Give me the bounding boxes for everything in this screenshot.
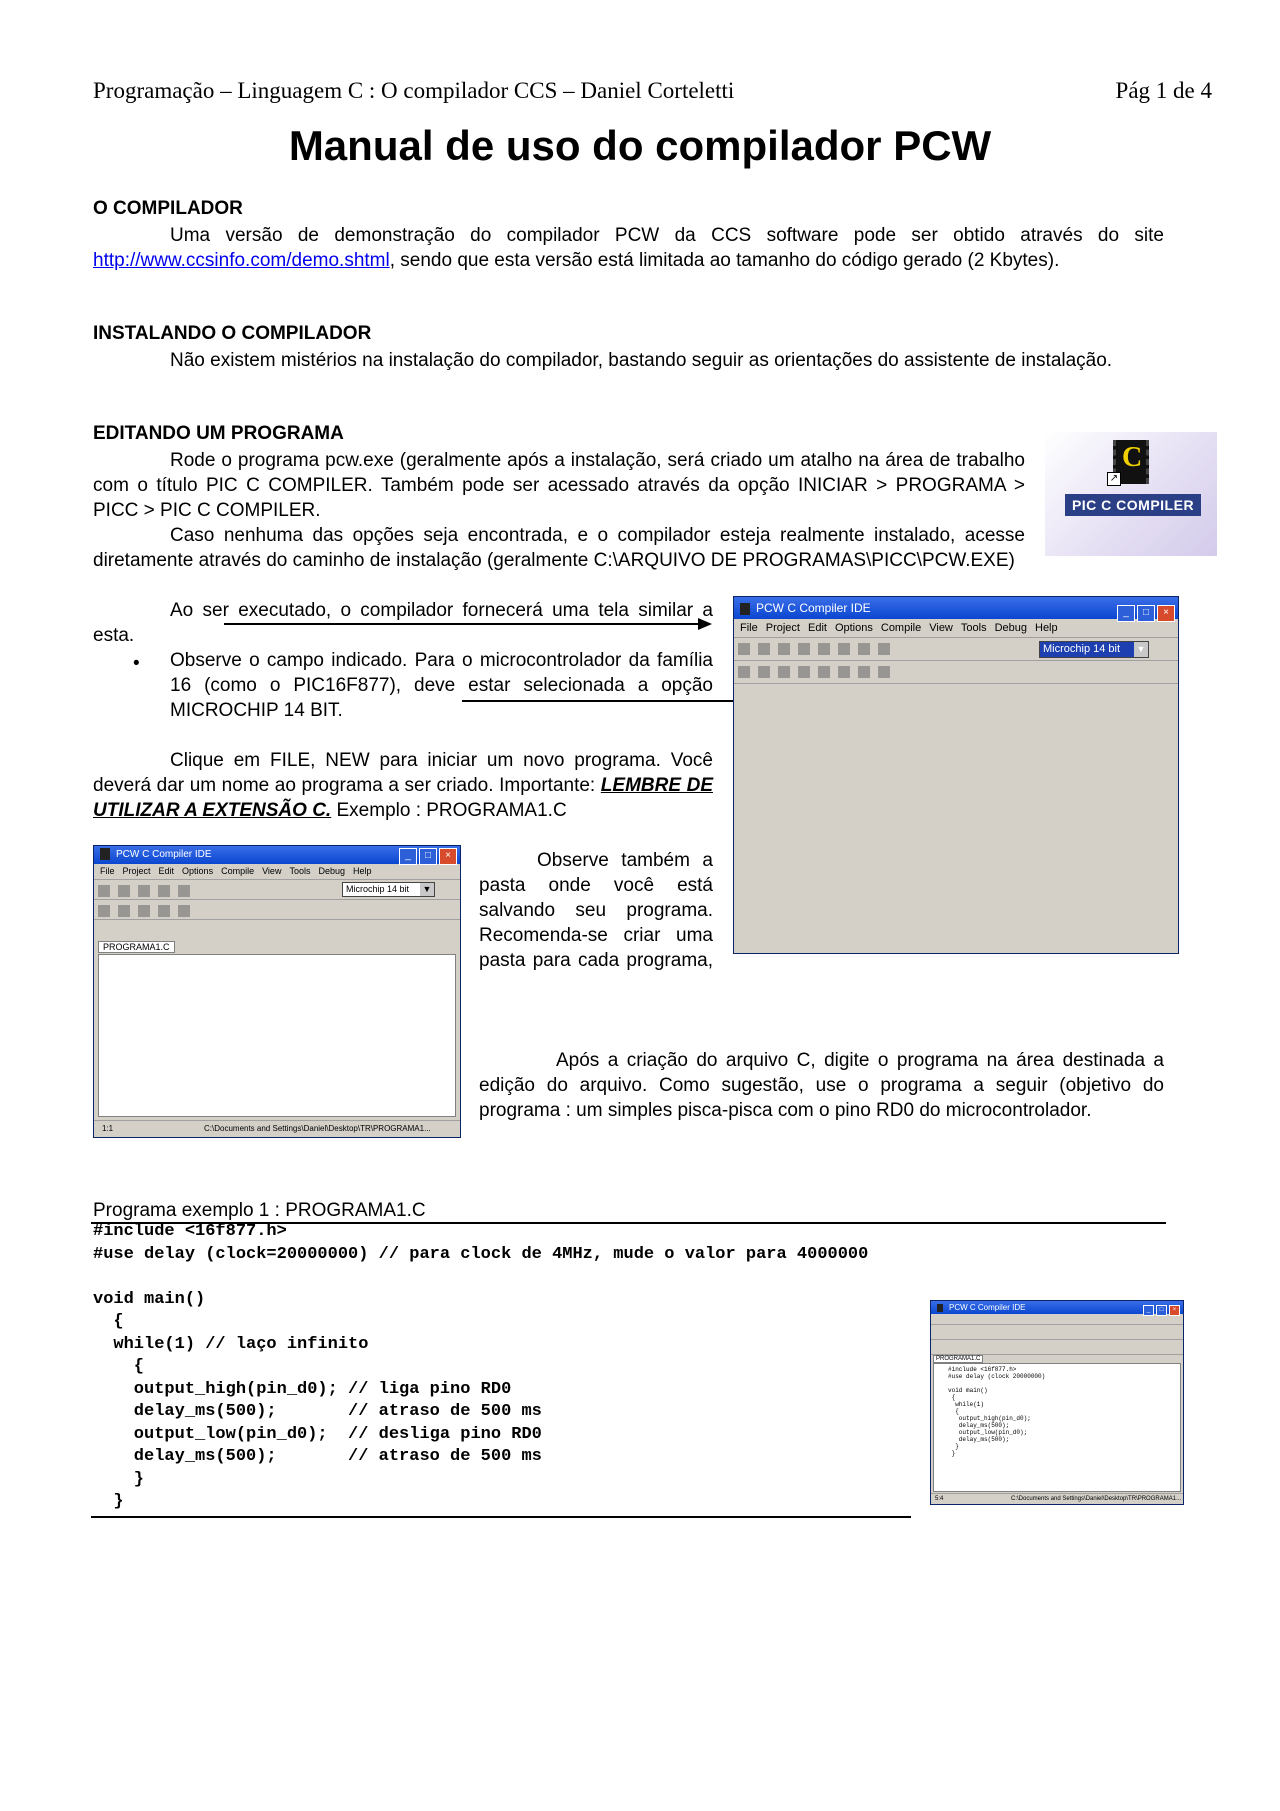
- menu-compile: Compile: [880, 622, 922, 634]
- app-icon: [937, 1304, 943, 1312]
- window-titlebar: [931, 1301, 1183, 1314]
- redo-icon: [118, 905, 130, 917]
- debug-icon: [858, 643, 870, 655]
- toolbar-row-2: [94, 900, 460, 920]
- toolbar-row-2: [734, 661, 1178, 684]
- bullet-text: Observe o campo indicado. Para o microcontrolador da família 16 (como o PIC16F877), deve estar selecionada a opção MICROCHIP 14 BIT.: [170, 650, 713, 721]
- stop-icon: [858, 666, 870, 678]
- pcw-ide-window-screenshot: [733, 596, 1179, 954]
- editor-area: [98, 954, 456, 1117]
- find-icon: [138, 905, 150, 917]
- device-select-value: Microchip 14 bit: [1043, 643, 1121, 655]
- file-tab: PROGRAMA1.C: [933, 1355, 983, 1363]
- status-path: C:\Documents and Settings\Daniel\Desktop\TR\PROGRAMA1...: [1011, 1496, 1182, 1502]
- device-select: [342, 882, 435, 897]
- save-icon: [778, 643, 790, 655]
- menu-edit: Edit: [158, 866, 175, 876]
- print-icon: [838, 643, 850, 655]
- status-position: 5:4: [935, 1496, 944, 1502]
- find-icon: [818, 666, 830, 678]
- undo-icon: [738, 666, 750, 678]
- help-icon: [878, 666, 890, 678]
- window-title: PCW C Compiler IDE: [116, 849, 212, 860]
- window-title: PCW C Compiler IDE: [756, 601, 871, 615]
- code-bottom-rule: [91, 1516, 911, 1518]
- document-title: Manual de uso do compilador PCW: [288, 122, 992, 169]
- window-titlebar: [94, 846, 460, 864]
- pcw-ide-new-file-screenshot: [93, 845, 461, 1138]
- para-text: Após a criação do arquivo C, digite o programa na área destinada a edição do arquivo. Como sugestão, use o programa a seguir (objetivo do programa : um simples pisca-pisca com o pino RD0 do microcontrolador.: [479, 1050, 1164, 1121]
- example-code: #include <16f877.h> #use delay (clock=20000000) // para clock de 4MHz, mude o valor para 4000000 void main() { while(1) // laço infinito { output_high(pin_d0); // liga pino RD0 delay_ms(500); // atraso de 500 ms output_low(pin_d0); // desliga pino RD0 delay_ms(500); // atraso de 500 ms } }: [93, 1222, 869, 1511]
- window-titlebar: [734, 597, 1178, 619]
- arrow-head: [698, 618, 712, 630]
- close-file-icon: [818, 643, 830, 655]
- window-title: PCW C Compiler IDE: [949, 1303, 1026, 1312]
- device-select-value: Microchip 14 bit: [346, 884, 410, 894]
- status-position: 1:1: [102, 1124, 114, 1133]
- code-preview: #include <16f877.h> #use delay (clock 20000000) void main() { while(1) { output_high(pin_d0); delay_ms(500); output_low(pin_d0); delay_ms(500); } }: [948, 1366, 1046, 1457]
- extension-warning: LEMBRE DE UTILIZAR A EXTENSÃO C.: [93, 775, 713, 821]
- app-icon: [740, 603, 750, 615]
- minimize-icon: _: [1117, 605, 1135, 622]
- cut-icon: [778, 666, 790, 678]
- menu-view: View: [262, 866, 282, 876]
- chevron-down-icon: ▼: [1134, 642, 1148, 657]
- section-heading-compilador: O COMPILADOR: [93, 198, 243, 219]
- after-creation-text: [479, 1048, 1164, 1123]
- toolbar-row-1: [734, 638, 1178, 661]
- close-icon: ×: [1169, 1305, 1180, 1316]
- print-icon: [158, 885, 170, 897]
- close-icon: ×: [1157, 605, 1175, 622]
- maximize-icon: □: [419, 848, 437, 865]
- menu-edit: Edit: [807, 622, 827, 634]
- running-header: Programação – Linguagem C : O compilador CCS – Daniel Corteletti: [93, 78, 735, 103]
- menu-debug: Debug: [994, 622, 1027, 634]
- para-text: Caso nenhuma das opções seja encontrada, e o compilador esteja realmente instalado, acesse diretamente através do caminho de instalação (geralmente C:\ARQUIVO DE PROGRAMAS\PICC\PCW.EXE): [93, 525, 1025, 571]
- menu-options: Options: [834, 622, 873, 634]
- open-icon: [758, 643, 770, 655]
- status-bar: [94, 1120, 460, 1137]
- device-select: [1039, 641, 1149, 658]
- toolbar-row-2: [931, 1340, 1183, 1355]
- menu-project: Project: [122, 866, 151, 876]
- menu-tools: Tools: [289, 866, 311, 876]
- help-icon: [178, 905, 190, 917]
- toolbar-row-1: [94, 880, 460, 900]
- app-icon: [100, 848, 110, 860]
- icon-letter: C: [1122, 442, 1143, 473]
- chip-icon: [878, 643, 890, 655]
- status-bar: [931, 1493, 1183, 1504]
- menu-bar: [94, 864, 460, 880]
- copy-icon: [798, 666, 810, 678]
- minimize-icon: _: [399, 848, 417, 865]
- menu-options: Options: [182, 866, 214, 876]
- folder-text-wide: [479, 973, 1164, 1048]
- save-all-icon: [798, 643, 810, 655]
- menu-tools: Tools: [960, 622, 987, 634]
- page-number: Pág 1 de 4: [1115, 78, 1212, 103]
- menu-bar: [734, 619, 1178, 638]
- example-caption: Programa exemplo 1 : PROGRAMA1.C: [93, 1200, 426, 1221]
- new-icon: [738, 643, 750, 655]
- editor-area: [933, 1363, 1181, 1492]
- chip-icon: [178, 885, 190, 897]
- menu-compile: Compile: [221, 866, 255, 876]
- compile-icon: [158, 905, 170, 917]
- para-text: Não existem mistérios na instalação do compilador, bastando seguir as orientações do assistente de instalação.: [170, 350, 1113, 371]
- menu-project: Project: [765, 622, 800, 634]
- section-heading-instalando: INSTALANDO O COMPILADOR: [93, 323, 372, 344]
- chevron-down-icon: ▼: [420, 883, 434, 896]
- undo-icon: [98, 905, 110, 917]
- close-icon: ×: [439, 848, 457, 865]
- new-icon: [98, 885, 110, 897]
- open-icon: [118, 885, 130, 897]
- toolbar-row-1: [931, 1325, 1183, 1340]
- icon-label: PIC C COMPILER: [1065, 494, 1201, 516]
- folder-text-narrow: [479, 848, 713, 972]
- menu-help: Help: [1035, 622, 1058, 634]
- pcw-ide-code-screenshot: [930, 1300, 1184, 1505]
- section-heading-editando: EDITANDO UM PROGRAMA: [93, 423, 344, 444]
- maximize-icon: □: [1137, 605, 1155, 622]
- shortcut-arrow-icon: ↗: [1107, 472, 1121, 486]
- menu-help: Help: [353, 866, 372, 876]
- para-text: Ao ser executado, o compilador fornecerá uma tela similar a esta.: [93, 600, 713, 646]
- bullet-icon: •: [133, 653, 140, 674]
- redo-icon: [758, 666, 770, 678]
- download-link[interactable]: http://www.ccsinfo.com/demo.shtml: [93, 250, 390, 271]
- para-text: , sendo que esta versão está limitada ao tamanho do código gerado (2 Kbytes).: [389, 250, 1060, 271]
- minimize-icon: _: [1143, 1305, 1154, 1316]
- menu-debug: Debug: [318, 866, 345, 876]
- para-text: Observe também a pasta onde você está salvando seu programa. Recomenda-se criar uma pasta para cada programa,: [479, 850, 713, 971]
- menu-view: View: [929, 622, 953, 634]
- maximize-icon: □: [1156, 1305, 1167, 1316]
- menu-file: File: [100, 866, 115, 876]
- compile-icon: [838, 666, 850, 678]
- para-text: Clique em FILE, NEW para iniciar um novo programa. Você deverá dar um nome ao programa a ser criado. Importante:: [93, 750, 713, 796]
- file-tab: PROGRAMA1.C: [98, 941, 175, 953]
- para-text: Exemplo : PROGRAMA1.C: [331, 800, 567, 821]
- status-path: C:\Documents and Settings\Daniel\Desktop\TR\PROGRAMA1...: [204, 1124, 431, 1133]
- menu-file: File: [740, 622, 758, 634]
- para-text: Rode o programa pcw.exe (geralmente após a instalação, será criado um atalho na área de trabalho com o título PIC C COMPILER. Também pode ser acessado através da opção INICIAR > PROGRAMA > PICC > PIC C COMPILER.: [93, 450, 1025, 521]
- after-creation-text-tail: [93, 1148, 778, 1173]
- para-text: Uma versão de demonstração do compilador PCW da CCS software pode ser obtido através do site: [170, 225, 1164, 246]
- save-icon: [138, 885, 150, 897]
